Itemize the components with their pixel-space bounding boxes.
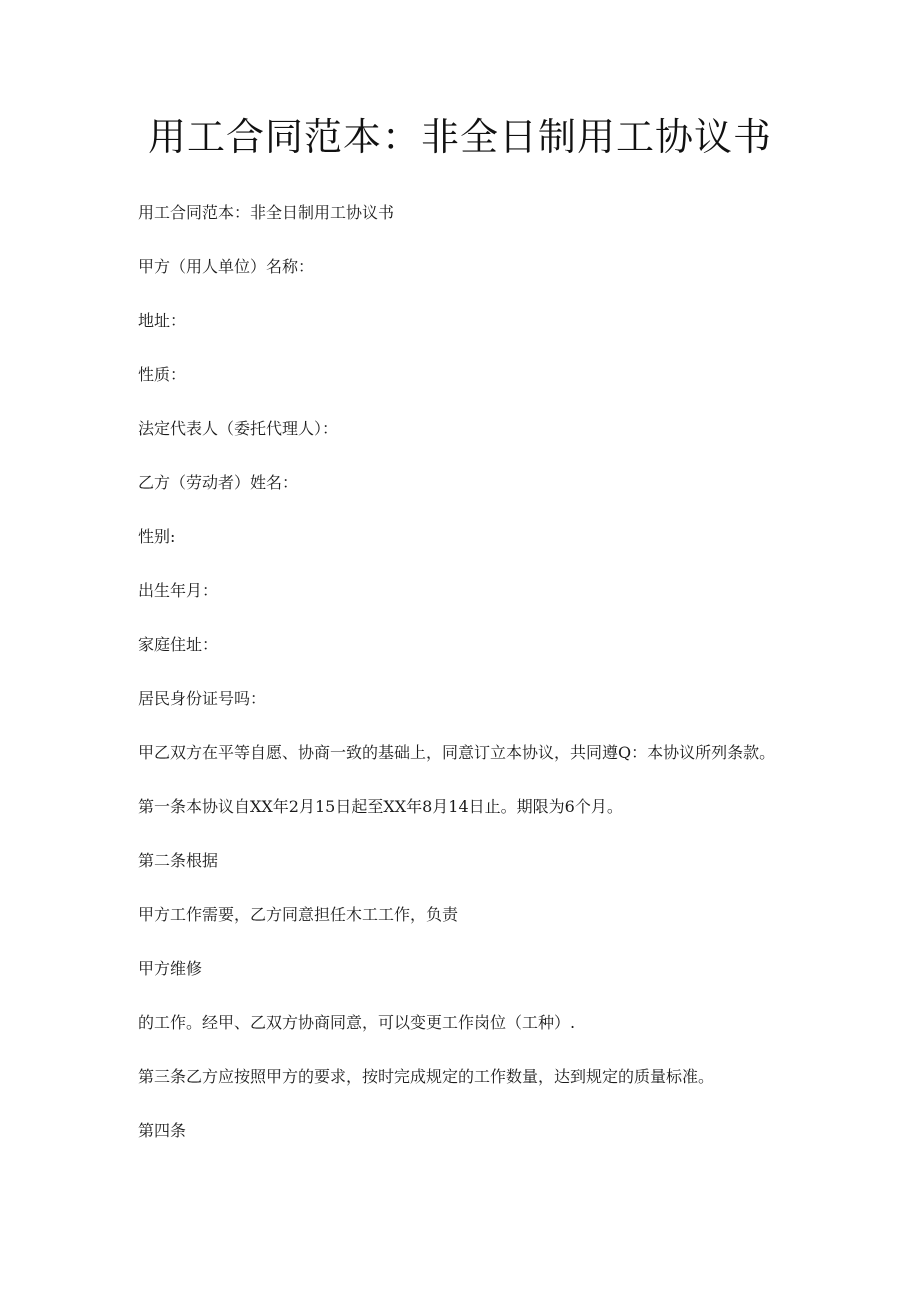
document-body: [138, 197, 788, 1169]
paragraph-home-address: 家庭住址：: [138, 635, 219, 654]
paragraph-subtitle: 用工合同范本：非全日制用工协议书: [138, 203, 395, 222]
paragraph-party-b-name: 乙方（劳动者）姓名：: [138, 473, 299, 492]
document-title: 用工合同范本：非全日制用工协议书: [147, 115, 772, 159]
paragraph-article-3: 第三条乙方应按照甲方的要求，按时完成规定的工作数量，达到规定的质量标准。: [138, 1067, 715, 1086]
paragraph-nature: 性质：: [138, 365, 187, 384]
paragraph-article-2-maintenance: 甲方维修: [138, 959, 203, 978]
paragraph-article-4: 第四条: [138, 1121, 187, 1140]
paragraph-address: 地址：: [138, 311, 187, 330]
paragraph-legal-representative: 法定代表人（委托代理人）：: [138, 419, 339, 438]
paragraph-party-a-name: 甲方（用人单位）名称：: [138, 257, 315, 276]
paragraph-article-2-job: 甲方工作需要，乙方同意担任木工工作，负责: [138, 905, 459, 924]
paragraph-article-1: 第一条本协议自XX年2月15日起至XX年8月14日止。期限为6个月。: [138, 797, 623, 816]
paragraph-article-2: 第二条根据: [138, 851, 219, 870]
paragraph-gender: 性别:: [138, 527, 176, 546]
paragraph-article-2-change: 的工作。经甲、乙双方协商同意，可以变更工作岗位（工种）.: [138, 1013, 576, 1032]
paragraph-agreement-intro: 甲乙双方在平等自愿、协商一致的基础上，同意订立本协议，共同遵Q：本协议所列条款。: [138, 743, 776, 762]
paragraph-birth-date: 出生年月：: [138, 581, 219, 600]
paragraph-id-number: 居民身份证号吗：: [138, 689, 267, 708]
